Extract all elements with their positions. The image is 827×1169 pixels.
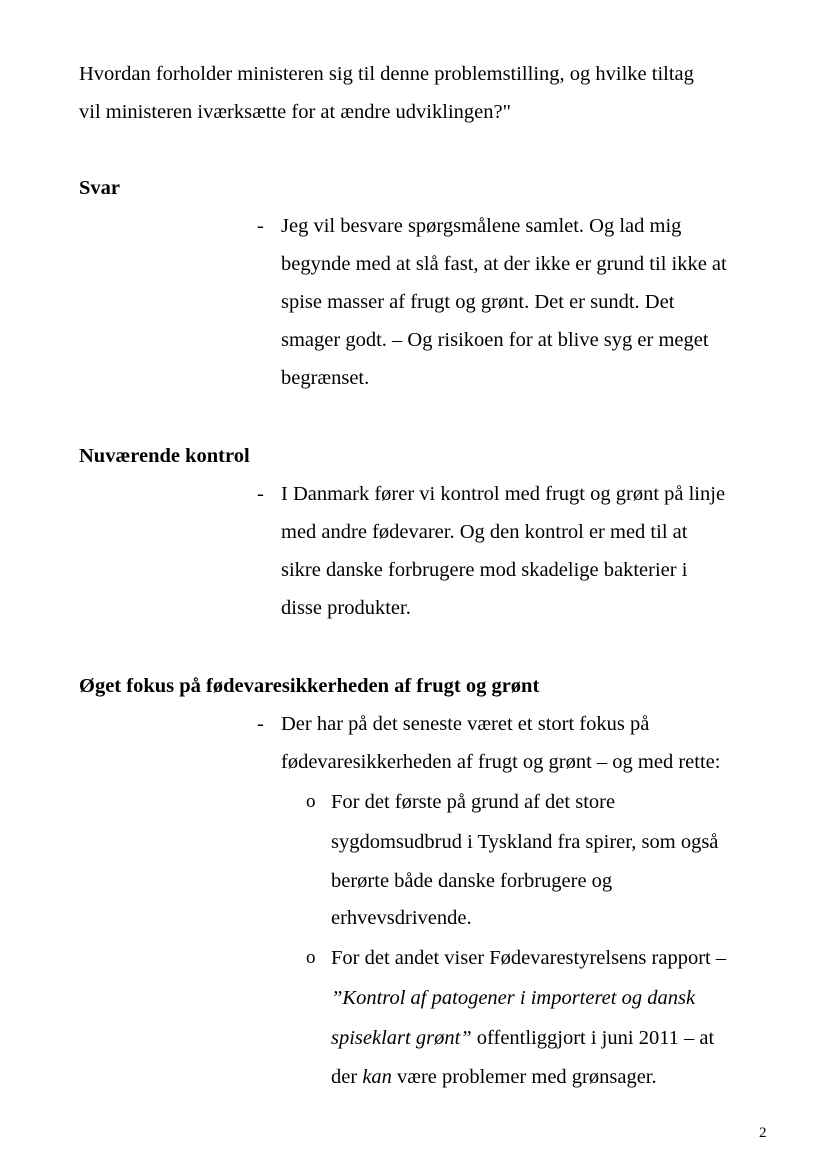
section-heading-svar: Svar	[79, 177, 120, 199]
kontrol-line-4: disse produkter.	[281, 597, 411, 619]
fokus-line-2: fødevaresikkerheden af frugt og grønt – og med rette:	[281, 751, 721, 773]
fokus-line-1: Der har på det seneste været et stort fokus på	[281, 713, 650, 735]
sub2-line-4	[331, 1064, 657, 1090]
sub1-line-4: erhvevsdrivende.	[331, 907, 472, 929]
kontrol-line-3: sikre danske forbrugere mod skadelige bakterier i	[281, 559, 688, 581]
bullet-dash: -	[257, 713, 264, 735]
sub2-line-2	[331, 985, 695, 1011]
svar-line-4: smager godt. – Og risikoen for at blive syg er meget	[281, 329, 709, 351]
emphasis-kan: kan	[362, 1066, 392, 1088]
kontrol-line-1: I Danmark fører vi kontrol med frugt og grønt på linje	[281, 483, 726, 505]
svar-line-2: begynde med at slå fast, at der ikke er grund til ikke at	[281, 253, 727, 275]
sub2-line-4-rest: være problemer med grønsager.	[391, 1066, 657, 1088]
sub-bullet-marker: o	[306, 791, 316, 812]
sub1-line-2: sygdomsudbrud i Tyskland fra spirer, som også	[331, 831, 719, 853]
svar-line-5: begrænset.	[281, 367, 370, 389]
page-number: 2	[759, 1125, 767, 1141]
sub2-line-1: For det andet viser Fødevarestyrelsens rapport –	[331, 947, 727, 969]
sub1-line-1: For det første på grund af det store	[331, 791, 616, 813]
report-title-part-2: spiseklart grønt”	[331, 1027, 472, 1049]
section-heading-kontrol: Nuværende kontrol	[79, 445, 250, 467]
section-heading-oeget-fokus: Øget fokus på fødevaresikkerheden af frugt og grønt	[79, 675, 540, 697]
sub2-line-3-rest: offentliggjort i juni 2011 – at	[471, 1027, 715, 1049]
svar-line-1: Jeg vil besvare spørgsmålene samlet. Og lad mig	[281, 215, 682, 237]
svar-line-3: spise masser af frugt og grønt. Det er sundt. Det	[281, 291, 675, 313]
intro-line-1: Hvordan forholder ministeren sig til denne problemstilling, og hvilke tiltag	[79, 63, 694, 85]
sub1-line-3: berørte både danske forbrugere og	[331, 870, 613, 892]
sub-bullet-marker: o	[306, 947, 316, 968]
report-title-part-1: ”Kontrol af patogener i importeret og dansk	[331, 987, 696, 1009]
sub2-line-3	[331, 1025, 714, 1051]
intro-line-2: vil ministeren iværksætte for at ændre udviklingen?"	[79, 101, 511, 123]
sub2-line-4-start: der	[331, 1066, 363, 1088]
bullet-dash: -	[257, 215, 264, 237]
kontrol-line-2: med andre fødevarer. Og den kontrol er med til at	[281, 521, 688, 543]
bullet-dash: -	[257, 483, 264, 505]
